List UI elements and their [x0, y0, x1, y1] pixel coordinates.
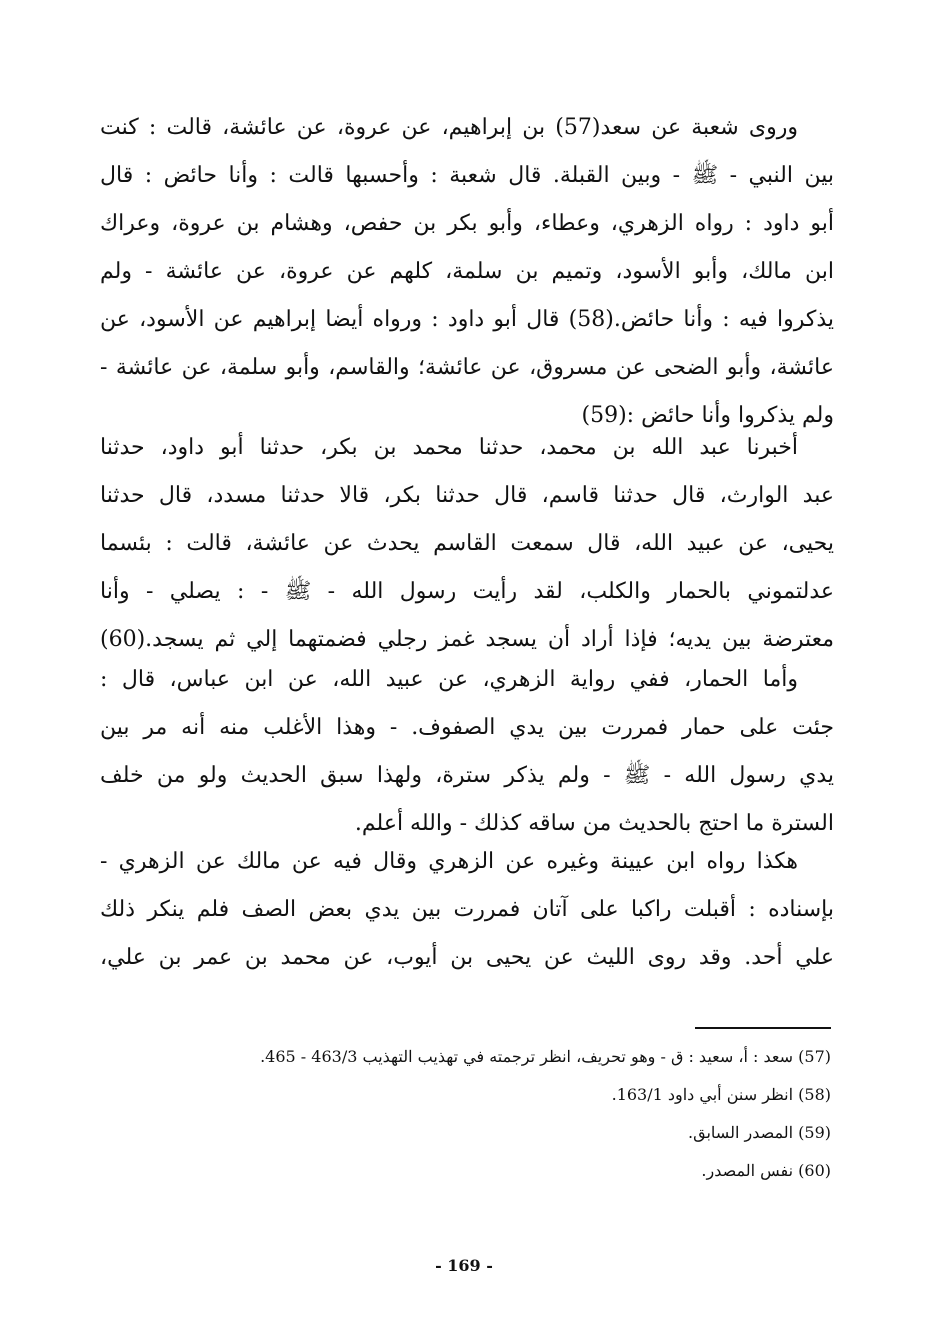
text-line: بين النبي - ﷺ - وبين القبلة. قال شعبة : وأحسبها قالت : وأنا حائض : قال: [100, 163, 834, 188]
footnote-separator: [695, 1027, 831, 1029]
body-paragraph-1: [100, 104, 834, 440]
text-line: وروى شعبة عن سعد(57) بن إبراهيم، عن عروة، عن عائشة، قالت : كنت: [100, 115, 798, 140]
text-line: أخبرنا عبد الله بن محمد، حدثنا محمد بن بكر، حدثنا أبو داود، حدثنا: [100, 435, 798, 460]
footnote: (58) انظر سنن أبي داود 163/1.: [611, 1085, 831, 1104]
text-line: يحيى، عن عبيد الله، قال سمعت القاسم يحدث عن عائشة، قالت : بئسما: [100, 531, 834, 556]
body-paragraph-3: [100, 656, 834, 848]
text-line: عبد الوارث، قال حدثنا قاسم، قال حدثنا بكر، قالا حدثنا مسدد، قال حدثنا: [100, 483, 834, 508]
text-line: أبو داود : رواه الزهري، وعطاء، وأبو بكر بن حفص، وهشام بن عروة، وعراك: [100, 211, 834, 236]
text-line: عائشة، وأبو الضحى عن مسروق، عن عائشة؛ والقاسم، وأبو سلمة، عن عائشة -: [100, 355, 834, 380]
text-line: ابن مالك، وأبو الأسود، وتميم بن سلمة، كلهم عن عروة، عن عائشة - ولم: [100, 259, 834, 284]
text-line: هكذا رواه ابن عيينة وغيره عن الزهري وقال فيه عن مالك عن الزهري -: [100, 849, 798, 874]
body-paragraph-4: [100, 838, 834, 982]
text-line: علي أحد. وقد روى الليث عن يحيى بن أيوب، عن محمد بن عمر بن علي،: [100, 945, 834, 970]
footnote: (57) سعد : أ، سعيد : ق - وهو تحريف، انظر ترجمته في تهذيب التهذيب 463/3 - 465.: [260, 1047, 831, 1066]
text-line: بإسناده : أقبلت راكبا على آتان فمررت بين يدي بعض الصف فلم ينكر ذلك: [100, 897, 834, 922]
text-line: يدي رسول الله - ﷺ - ولم يذكر سترة، ولهذا سبق الحديث ولو من خلف: [100, 763, 834, 788]
text-line: ولم يذكروا وأنا حائض :(59): [581, 403, 834, 428]
text-line: معترضة بين يديه؛ فإذا أراد أن يسجد غمز رجلي فضمتهما إلي ثم يسجد.(60): [100, 627, 834, 652]
text-line: يذكروا فيه : وأنا حائض.(58) قال أبو داود : ورواه أيضا إبراهيم عن الأسود، عن: [100, 307, 834, 332]
text-line: وأما الحمار، ففي رواية الزهري، عن عبيد الله، عن ابن عباس، قال :: [100, 667, 798, 692]
text-line: عدلتموني بالحمار والكلب، لقد رأيت رسول الله - ﷺ - : يصلي - وأنا: [100, 579, 834, 604]
page-number: - 169 -: [435, 1256, 493, 1275]
body-paragraph-2: [100, 424, 834, 664]
text-line: السترة ما احتج بالحديث من ساقه كذلك - والله أعلم.: [354, 811, 834, 836]
footnotes: [91, 1038, 831, 1190]
footnote: (59) المصدر السابق.: [688, 1123, 831, 1142]
footnote: (60) نفس المصدر.: [701, 1161, 831, 1180]
text-line: جئت على حمار فمررت بين يدي الصفوف. - وهذا الأغلب منه أنه مر بين: [100, 715, 834, 740]
